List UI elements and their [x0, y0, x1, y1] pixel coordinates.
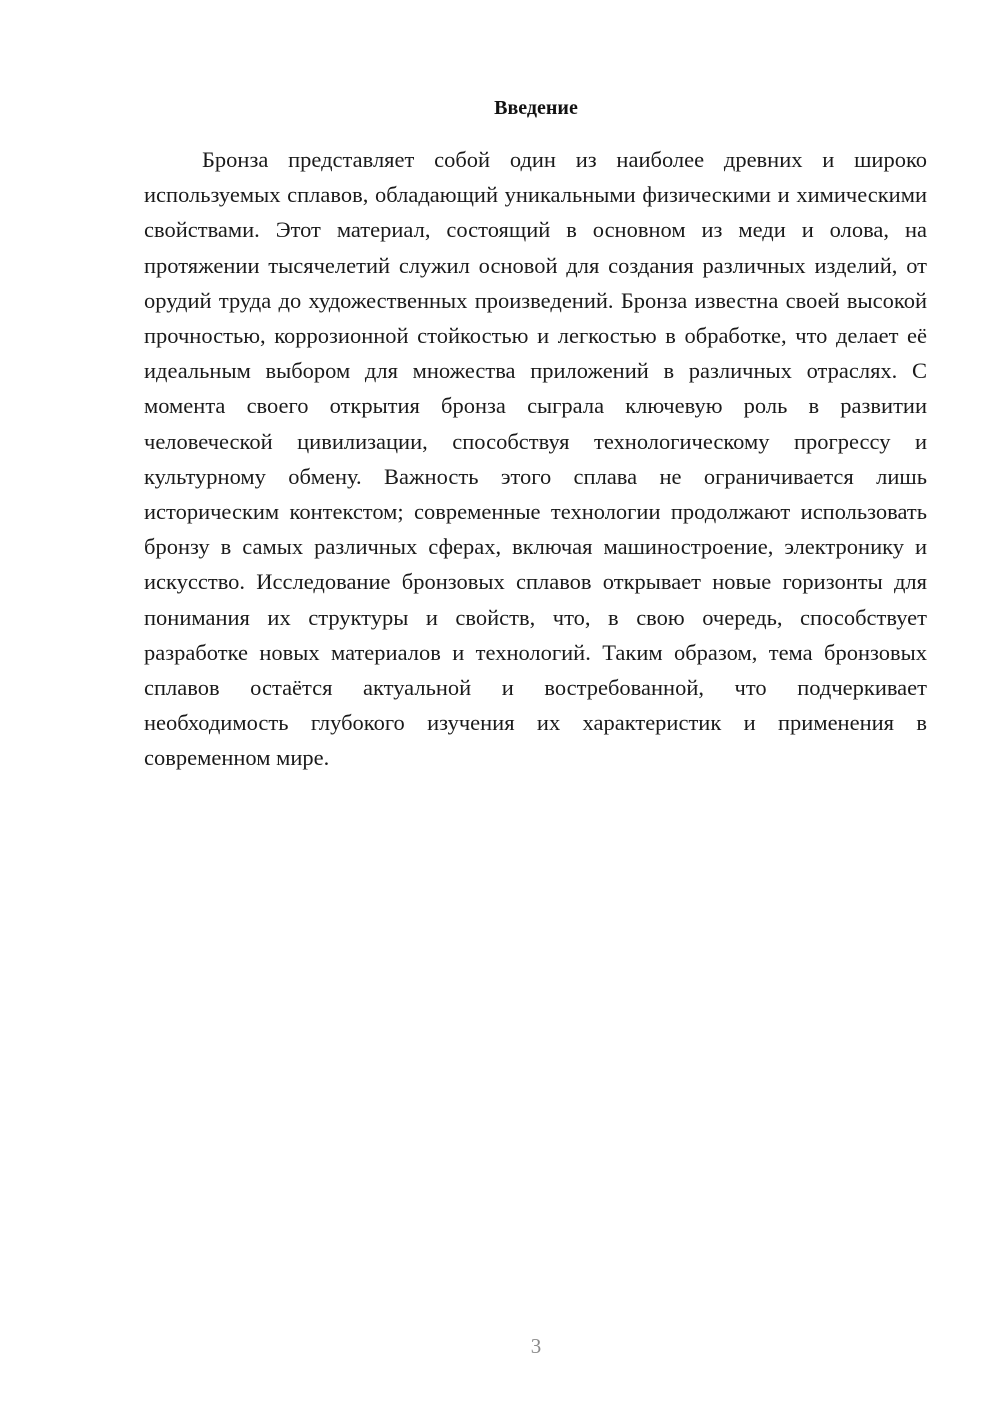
intro-paragraph: Бронза представляет собой один из наиболее древних и широко используемых сплавов, обладающий уникальными физическими и химическими свойствами. Этот материал, состоящий в основном из меди и олова, на протяжении тысячелетий служил основой для создания различных изделий, от орудий труда до художественных произведений. Бронза известна своей высокой прочностью, коррозионной стойкостью и легкостью в обработке, что делает её идеальным выбором для множества приложений в различных отраслях. С момента своего открытия бронза сыграла ключевую роль в развитии человеческой цивилизации, способствуя технологическому прогрессу и культурному обмену. Важность этого сплава не ограничивается лишь историческим контекстом; современные технологии продолжают использовать бронзу в самых различных сферах, включая машиностроение, электронику и искусство. Исследование бронзовых сплавов открывает новые горизонты для понимания их структуры и свойств, что, в свою очередь, способствует разработке новых материалов и технологий. Таким образом, тема бронзовых сплавов остаётся актуальной и востребованной, что подчеркивает необходимость глубокого изучения их характеристик и применения в современном мире.: [144, 147, 927, 771]
section-heading: Введение: [494, 97, 578, 119]
page-number: 3: [530, 1334, 542, 1358]
